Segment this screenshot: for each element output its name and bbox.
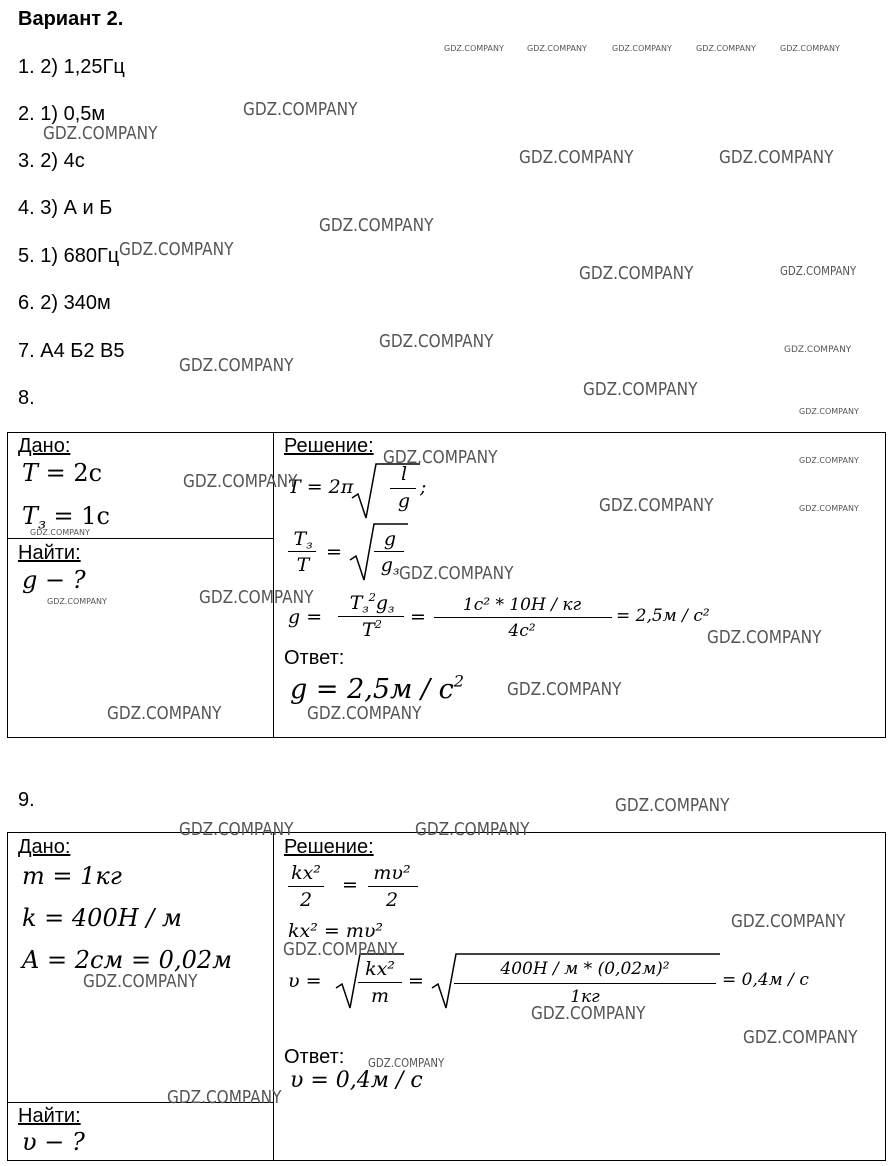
watermark: GDZ.COMPANY — [731, 911, 846, 932]
watermark: GDZ.COMPANY — [784, 345, 852, 355]
watermark: GDZ.COMPANY — [579, 263, 694, 284]
watermark: GDZ.COMPANY — [107, 703, 222, 724]
watermark: GDZ.COMPANY — [444, 44, 504, 53]
watermark: GDZ.COMPANY — [599, 495, 714, 516]
watermark: GDZ.COMPANY — [283, 939, 398, 960]
task8-find: g − ? — [22, 566, 86, 594]
task9-find-label: Найти: — [18, 1105, 81, 1127]
task8-answer-label: Ответ: — [284, 647, 345, 669]
page-title: Вариант 2. — [18, 8, 124, 30]
task9-given-stiffness: k = 400Н / м — [22, 904, 182, 932]
task8-answer: $g = 2,5м / с^2$ — [290, 671, 465, 705]
watermark: GDZ.COMPANY — [799, 504, 859, 513]
watermark: GDZ.COMPANY — [799, 456, 859, 465]
watermark: GDZ.COMPANY — [615, 795, 730, 816]
watermark: GDZ.COMPANY — [415, 819, 530, 840]
task8-given-divider — [7, 538, 274, 539]
answer-2: 2. 1) 0,5м — [18, 103, 106, 125]
watermark: GDZ.COMPANY — [527, 44, 587, 53]
task8-number: 8. — [18, 387, 35, 409]
task9-given-amplitude: A = 2см = 0,02м — [22, 946, 233, 974]
task9-given-label: Дано: — [18, 836, 71, 858]
task9-answer-label: Ответ: — [284, 1046, 345, 1068]
watermark: GDZ.COMPANY — [780, 264, 857, 278]
watermark: GDZ.COMPANY — [43, 123, 158, 144]
task9-number: 9. — [18, 789, 35, 811]
watermark: GDZ.COMPANY — [519, 147, 634, 168]
watermark: GDZ.COMPANY — [799, 407, 859, 416]
answer-6: 6. 2) 340м — [18, 292, 111, 314]
watermark: GDZ.COMPANY — [47, 597, 107, 606]
watermark: GDZ.COMPANY — [319, 215, 434, 236]
watermark: GDZ.COMPANY — [83, 971, 198, 992]
answer-5: 5. 1) 680Гц — [18, 245, 120, 267]
task9-find: υ − ? — [22, 1128, 85, 1156]
answer-7: 7. А4 Б2 В5 — [18, 340, 125, 362]
watermark: GDZ.COMPANY — [368, 1056, 445, 1070]
watermark: GDZ.COMPANY — [531, 1003, 646, 1024]
watermark: GDZ.COMPANY — [30, 528, 90, 537]
task9-given-mass: m = 1кг — [22, 862, 122, 890]
watermark: GDZ.COMPANY — [199, 587, 314, 608]
watermark: GDZ.COMPANY — [743, 1027, 858, 1048]
watermark: GDZ.COMPANY — [167, 1087, 282, 1108]
watermark: GDZ.COMPANY — [780, 44, 840, 53]
task9-solution-label: Решение: — [284, 836, 374, 858]
watermark: GDZ.COMPANY — [179, 355, 294, 376]
watermark: GDZ.COMPANY — [243, 99, 358, 120]
watermark: GDZ.COMPANY — [379, 331, 494, 352]
task9-formula-simplified: kx² = mυ² — [288, 920, 384, 942]
answer-1: 1. 2) 1,25Гц — [18, 56, 125, 78]
watermark: GDZ.COMPANY — [507, 679, 622, 700]
watermark: GDZ.COMPANY — [399, 563, 514, 584]
watermark: GDZ.COMPANY — [707, 627, 822, 648]
task8-given-T: T = 2с — [22, 459, 103, 487]
watermark: GDZ.COMPANY — [179, 819, 294, 840]
task8-find-label: Найти: — [18, 542, 81, 564]
watermark: GDZ.COMPANY — [119, 239, 234, 260]
watermark: GDZ.COMPANY — [612, 44, 672, 53]
watermark: GDZ.COMPANY — [307, 703, 422, 724]
watermark: GDZ.COMPANY — [696, 44, 756, 53]
watermark: GDZ.COMPANY — [719, 147, 834, 168]
watermark: GDZ.COMPANY — [383, 447, 498, 468]
task9-answer: υ = 0,4м / с — [290, 1068, 423, 1093]
task8-solution-label: Решение: — [284, 435, 374, 457]
watermark: GDZ.COMPANY — [183, 471, 298, 492]
task9-divider — [273, 832, 274, 1161]
page: Вариант 2. 1. 2) 1,25Гц 2. 1) 0,5м 3. 2) 4с 4. 3) А и Б 5. 1) 680Гц 6. 2) 340м 7. А4 Б2 В5 8. Дано: T = 2с $T_з = 1с$ Найти: g − ? Решение: T = 2π l g ; $T_з$ T = g $g_з$ g = $T_з^2g_з$ $T^2$ = 1с² * 10Н / кг 4с² = 2,5м / с² Ответ: $g = 2,5м / с^2$ 9. Дано: m = 1кг k = 400Н / м A = 2см = 0,02м Найти: υ − ? Решение: kx² 2 = mυ² 2 kx² = mυ² υ = kx² m = 400Н / м * (0,02м)² 1кг = 0,4м / с Ответ: υ = 0,4м / с GDZ.COMPANY GDZ.COMPANY GDZ.COMPANY GDZ.COMPANY GDZ.COMPANY GDZ.COMPANY GDZ.COMPANY GDZ.COMPANY GDZ.COMPANY GDZ.COMPANY GDZ.COMPANY GDZ.COMPANY GDZ.COMPANY GDZ.COMPANY GDZ.COMPANY GDZ.COMPANY GDZ.COMPANY GDZ.COMPANY GDZ.COMPANY GDZ.COMPANY GDZ.COMPANY GDZ.COMPANY GDZ.COMPANY GDZ.COMPANY GDZ.COMPANY GDZ.COMPANY GDZ.COMPANY GDZ.COMPANY GDZ.COMPANY GDZ.COMPANY GDZ.COMPANY GDZ.COMPANY GDZ.COMPANY GDZ.COMPANY GDZ.COMPANY GDZ.COMPANY GDZ.COMPANY GDZ.COMPANY GDZ.COMPANY GDZ.COMPANY GDZ.COMPANY — [0, 0, 893, 1166]
task8-given-label: Дано: — [18, 435, 71, 457]
answer-4: 4. 3) А и Б — [18, 197, 113, 219]
answer-3: 3. 2) 4с — [18, 150, 85, 172]
watermark: GDZ.COMPANY — [583, 379, 698, 400]
task8-given-Tz: $T_з = 1с$ — [22, 502, 110, 533]
